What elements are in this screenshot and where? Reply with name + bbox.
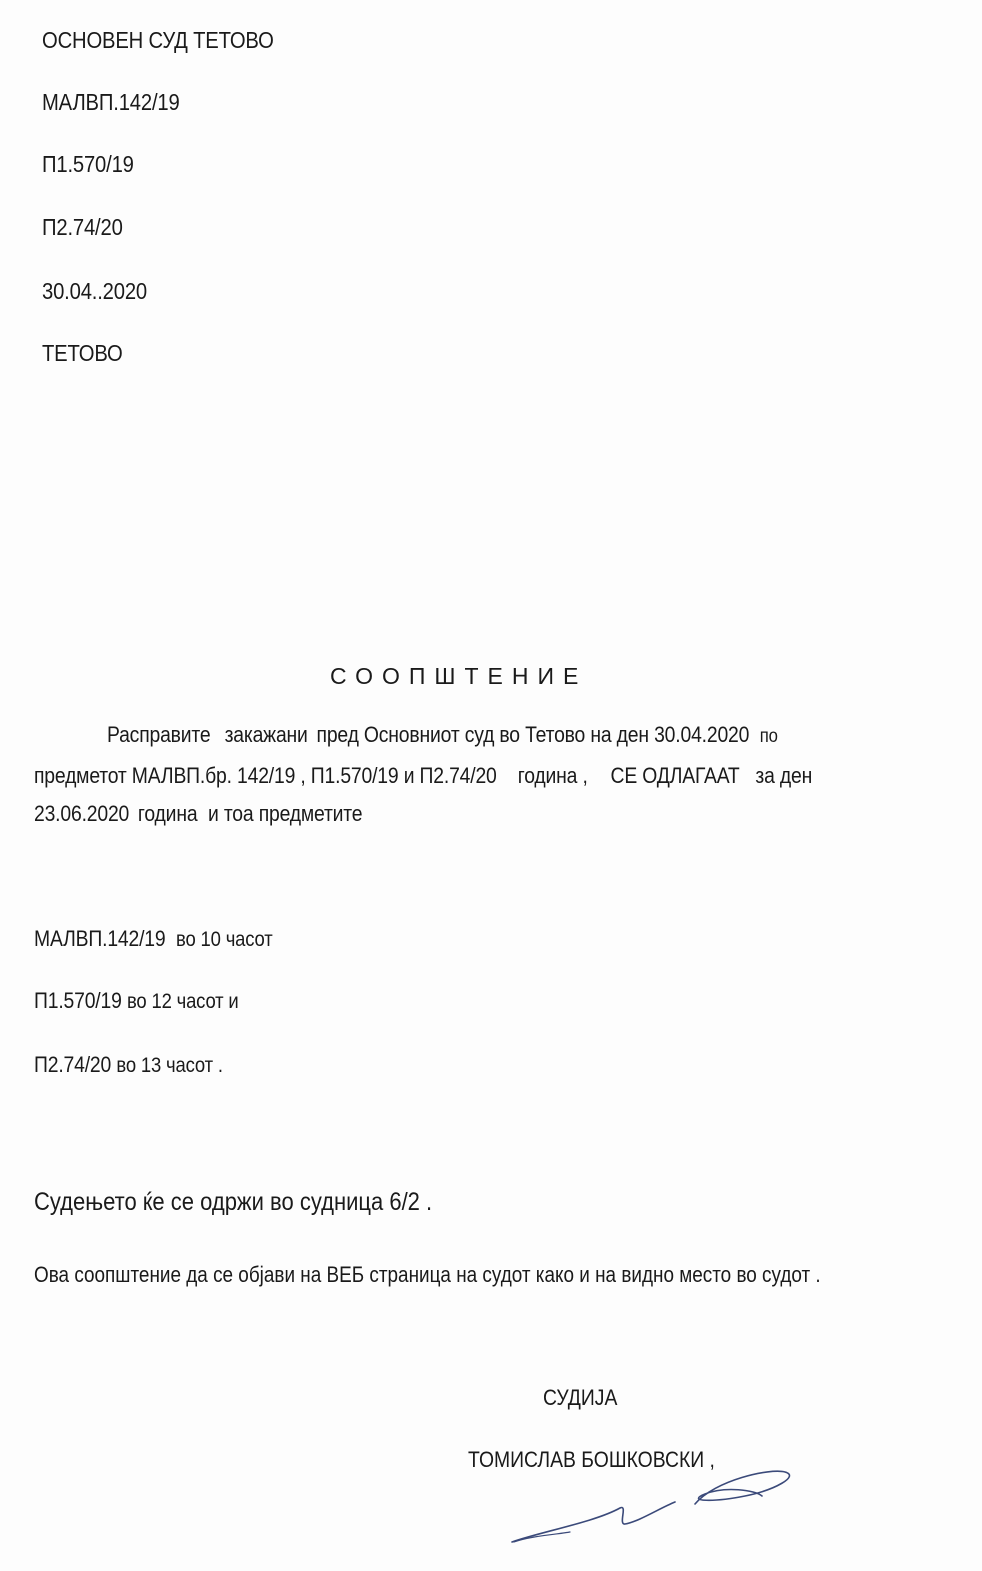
- notice-line-1-a: Расправите: [107, 722, 211, 747]
- court-name: ОСНОВЕН СУД ТЕТОВО: [42, 27, 274, 53]
- notice-line-2-d: за ден: [755, 763, 813, 788]
- notice-line-1-d: по: [759, 726, 778, 747]
- signature-stroke: [695, 1471, 789, 1504]
- case-number-p1: П1.570/19: [42, 151, 134, 177]
- signature-stroke: [512, 1502, 675, 1542]
- schedule-case: МАЛВП.142/19: [34, 926, 166, 951]
- notice-line-2: [34, 763, 812, 789]
- schedule-time: во 10 часот: [176, 928, 273, 951]
- case-number-malvp: МАЛВП.142/19: [42, 89, 180, 115]
- notice-line-3-c: и тоа предметите: [207, 801, 363, 826]
- notice-line-2-a: предметот МАЛВП.бр. 142/19 , П1.570/19 и П2.74/20: [34, 763, 497, 788]
- notice-line-3: [34, 801, 362, 827]
- courtroom-notice: Судењето ќе се одржи во судница 6/2 .: [34, 1188, 433, 1216]
- schedule-item: [34, 988, 239, 1014]
- schedule-item: [34, 1052, 223, 1078]
- document-date: 30.04..2020: [42, 278, 147, 304]
- schedule-item: [34, 926, 273, 952]
- document-city: ТЕТОВО: [42, 340, 123, 366]
- case-number-p2: П2.74/20: [42, 214, 123, 240]
- judge-signature: [500, 1450, 810, 1560]
- notice-line-2-c: СЕ ОДЛАГААТ: [610, 763, 740, 788]
- schedule-case: П2.74/20: [34, 1052, 112, 1077]
- schedule-time: во 12 часот и: [126, 990, 239, 1013]
- notice-line-3-b: година: [137, 801, 198, 826]
- notice-line-2-b: година ,: [517, 763, 588, 788]
- judge-name: ТОМИСЛАВ БОШКОВСКИ ,: [468, 1447, 715, 1472]
- notice-line-1: [107, 722, 778, 748]
- judge-title: СУДИЈА: [543, 1385, 618, 1410]
- schedule-case: П1.570/19: [34, 988, 122, 1013]
- notice-line-1-b: закажани: [224, 722, 308, 747]
- schedule-time: во 13 часот .: [116, 1054, 223, 1077]
- publish-instruction: Ова соопштение да се објави на ВЕБ страница на судот како и на видно место во судот .: [34, 1262, 821, 1287]
- notice-line-3-a: 23.06.2020: [34, 801, 130, 826]
- notice-line-1-c: пред Основниот суд во Тетово на ден 30.04.2020: [316, 722, 750, 747]
- notice-title: СООПШТЕНИЕ: [330, 663, 588, 689]
